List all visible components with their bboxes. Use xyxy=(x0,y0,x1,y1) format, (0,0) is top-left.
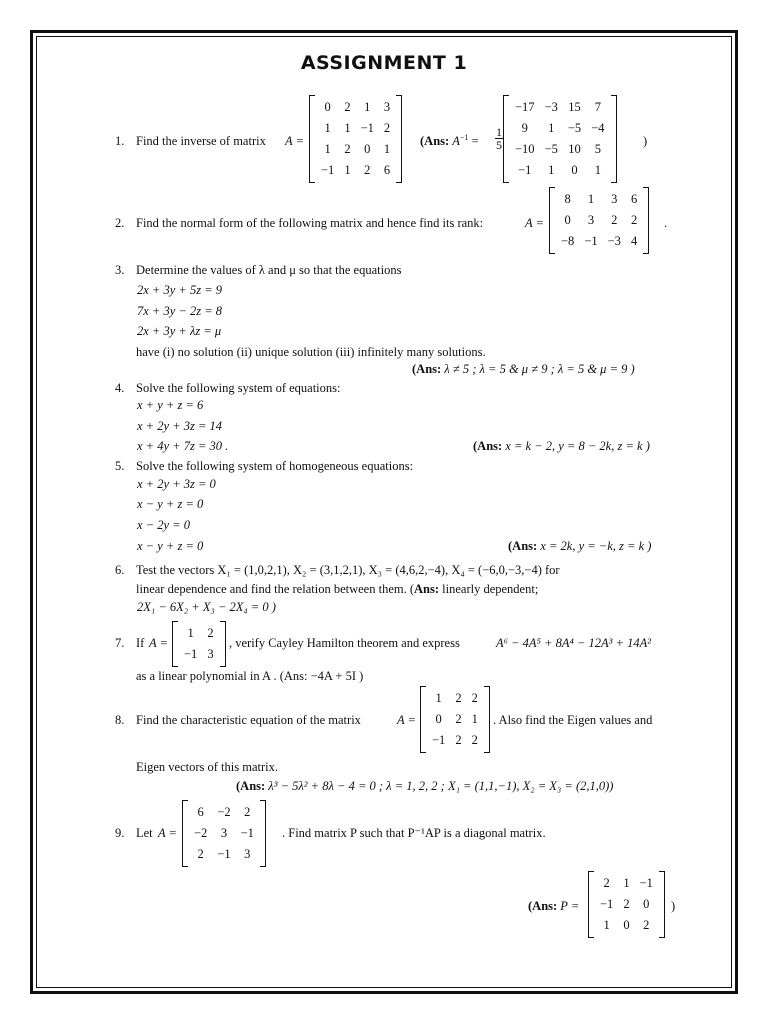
matrix-row xyxy=(189,844,259,865)
matrix-cell: 1 xyxy=(187,626,194,640)
matrix-cell: 1 xyxy=(603,918,610,932)
matrix-row xyxy=(316,139,395,160)
q3-eq2: 7x + 3y − 2z = 8 xyxy=(137,304,223,318)
q3-line2: have (i) no solution (ii) unique solution (iii) infinitely many solutions. xyxy=(136,345,486,359)
q7-lhs: A = xyxy=(149,636,168,650)
matrix-cell: 3 xyxy=(220,826,228,840)
matrix-cell: 10 xyxy=(568,142,581,156)
q1-answer-matrix xyxy=(503,95,617,183)
matrix-cell: 2 xyxy=(207,626,214,640)
matrix-cell: 1 xyxy=(471,712,478,726)
matrix-cell: −1 xyxy=(360,121,374,135)
q6-line1: Test the vectors X₁ = (1,0,2,1), X₂ = (3,1,2,1), X₃ = (4,6,2,−4), X₄ = (−6,0,−3,−4) for xyxy=(136,563,560,577)
q6-line2-a: linear dependence and find the relation between them. ( xyxy=(136,582,415,596)
matrix-cell: 2 xyxy=(364,163,371,177)
q5-eq1: x + 2y + 3z = 0 xyxy=(137,477,216,491)
q5-ans-label: (Ans: xyxy=(508,539,538,553)
q1-frac-num: 1 xyxy=(496,125,502,139)
q5-answer xyxy=(508,539,651,554)
matrix-row xyxy=(179,644,219,665)
q8-text: Find the characteristic equation of the matrix xyxy=(136,713,361,727)
q2-lhs: A = xyxy=(525,216,544,230)
q6-ans-label: Ans: xyxy=(414,582,440,596)
q5-eq3: x − 2y = 0 xyxy=(137,518,190,532)
q8-ans-text: λ³ − 5λ² + 8λ − 4 = 0 ; λ = 1, 2, 2 ; X₁ = (1,1,−1), X₂ = X₃ = (2,1,0)) xyxy=(268,779,614,793)
matrix-cell: 0 xyxy=(623,918,630,932)
q9-number: 9. xyxy=(115,826,125,840)
matrix-cell: −4 xyxy=(591,121,605,135)
matrix-cell: 1 xyxy=(548,163,555,177)
matrix-cell: −1 xyxy=(217,847,231,861)
matrix-row xyxy=(595,894,658,915)
q7-text-b: , verify Cayley Hamilton theorem and express xyxy=(229,636,460,650)
matrix-cell: 1 xyxy=(383,142,391,156)
q9-ans-lhs: P = xyxy=(560,899,580,913)
matrix-cell: 15 xyxy=(568,100,581,114)
q1-number: 1. xyxy=(115,134,125,148)
matrix-cell: 0 xyxy=(364,142,371,156)
q8-matrix xyxy=(420,686,490,753)
matrix-cell: 1 xyxy=(435,691,442,705)
q9-text-b: . Find matrix P such that P⁻¹AP is a diagonal matrix. xyxy=(282,826,546,840)
matrix-cell: 2 xyxy=(643,918,650,932)
q1-matrix xyxy=(309,95,402,183)
matrix-row xyxy=(427,709,483,730)
q6-line3: 2X₁ − 6X₂ + X₃ − 2X₄ = 0 ) xyxy=(137,600,276,614)
matrix-row xyxy=(510,97,610,118)
matrix-cell: −3 xyxy=(607,234,621,248)
q9-answer-matrix xyxy=(588,871,665,938)
q8-number: 8. xyxy=(115,713,125,727)
matrix-cell: 1 xyxy=(587,192,595,206)
matrix-cell: 3 xyxy=(207,647,214,661)
q2-matrix xyxy=(549,187,649,254)
q4-eq3: x + 4y + 7z = 30 . xyxy=(137,439,229,453)
q1-text: Find the inverse of matrix xyxy=(136,134,266,148)
q6-number: 6. xyxy=(115,563,125,577)
matrix-cell: 0 xyxy=(324,100,331,114)
q1-ans-lhs: A xyxy=(452,134,460,148)
matrix-cell: 2 xyxy=(471,733,478,747)
matrix-row xyxy=(510,118,610,139)
q1-answer xyxy=(420,134,479,149)
q3-ans-label: (Ans: xyxy=(412,362,442,376)
matrix-cell: −1 xyxy=(518,163,532,177)
matrix-cell: −1 xyxy=(432,733,446,747)
matrix-cell: 1 xyxy=(364,100,371,114)
matrix-cell: −2 xyxy=(217,805,231,819)
q2-end: . xyxy=(664,216,668,230)
matrix-cell: 2 xyxy=(471,691,478,705)
matrix-cell: 9 xyxy=(521,121,528,135)
matrix-row xyxy=(316,160,395,181)
matrix-cell: 1 xyxy=(324,121,331,135)
q8-lhs: A = xyxy=(397,713,416,727)
q4-number: 4. xyxy=(115,381,125,395)
matrix-cell: 7 xyxy=(594,100,601,114)
matrix-row xyxy=(316,118,395,139)
matrix-cell: −5 xyxy=(544,142,558,156)
matrix-cell: 8 xyxy=(564,192,571,206)
matrix-cell: −1 xyxy=(321,163,335,177)
q4-ans-label: (Ans: xyxy=(473,439,503,453)
matrix-row xyxy=(427,688,483,709)
matrix-cell: 2 xyxy=(344,100,351,114)
matrix-cell: −3 xyxy=(544,100,558,114)
q9-text-a: Let xyxy=(136,826,153,840)
matrix-cell: 2 xyxy=(603,876,610,890)
matrix-row xyxy=(510,160,610,181)
page-title: ASSIGNMENT 1 xyxy=(300,52,468,74)
q6-line2 xyxy=(136,582,538,597)
q2-number: 2. xyxy=(115,216,125,230)
matrix-cell: −10 xyxy=(515,142,535,156)
matrix-cell: 6 xyxy=(383,163,391,177)
matrix-cell: 0 xyxy=(435,712,442,726)
q4-ans-text: x = k − 2, y = 8 − 2k, z = k ) xyxy=(505,439,650,453)
q9-close: ) xyxy=(671,899,676,913)
q4-eq2: x + 2y + 3z = 14 xyxy=(137,419,223,433)
matrix-cell: −5 xyxy=(567,121,582,135)
q1-close: ) xyxy=(643,134,648,148)
q1-ans-label: (Ans: xyxy=(420,134,450,148)
matrix-cell: 2 xyxy=(455,691,462,705)
q6-line2-c: linearly dependent; xyxy=(439,582,539,596)
q4-answer xyxy=(473,439,650,454)
matrix-cell: −8 xyxy=(561,234,575,248)
q3-eq3: 2x + 3y + λz = μ xyxy=(137,324,222,338)
matrix-cell: −1 xyxy=(584,234,598,248)
matrix-cell: 3 xyxy=(611,192,618,206)
q1-ans-eq: = xyxy=(471,134,479,148)
q7-number: 7. xyxy=(115,636,125,650)
q9-lhs: A = xyxy=(158,826,177,840)
q8-text-b: . Also find the Eigen values and xyxy=(493,713,653,727)
matrix-cell: 3 xyxy=(383,100,391,114)
matrix-row xyxy=(556,210,642,231)
matrix-cell: 1 xyxy=(324,142,331,156)
matrix-cell: 6 xyxy=(197,805,204,819)
q3-answer xyxy=(412,362,635,377)
q1-lhs: A = xyxy=(285,134,304,148)
matrix-row xyxy=(179,623,219,644)
matrix-row xyxy=(189,802,259,823)
q4-eq1: x + y + z = 6 xyxy=(137,398,204,412)
q1-fraction xyxy=(495,126,503,151)
q5-eq4: x − y + z = 0 xyxy=(137,539,204,553)
matrix-cell: 2 xyxy=(455,733,462,747)
matrix-cell: −1 xyxy=(240,826,254,840)
matrix-cell: −17 xyxy=(515,100,535,114)
matrix-cell: 1 xyxy=(344,163,351,177)
q9-answer xyxy=(528,899,579,914)
matrix-cell: 2 xyxy=(455,712,462,726)
matrix-cell: −1 xyxy=(184,647,198,661)
matrix-cell: 3 xyxy=(587,213,595,227)
q3-number: 3. xyxy=(115,263,125,277)
matrix-cell: 2 xyxy=(197,847,204,861)
q3-ans-text: λ ≠ 5 ; λ = 5 & μ ≠ 9 ; λ = 5 & μ = 9 ) xyxy=(444,362,635,376)
q2-text: Find the normal form of the following matrix and hence find its rank: xyxy=(136,216,484,230)
matrix-cell: −1 xyxy=(600,897,614,911)
matrix-cell: −1 xyxy=(639,876,653,890)
q7-expression: A⁶ − 4A⁵ + 8A⁴ − 12A³ + 14A² xyxy=(496,636,651,650)
q5-eq2: x − y + z = 0 xyxy=(137,497,204,511)
matrix-cell: 2 xyxy=(383,121,391,135)
q9-matrix xyxy=(182,800,266,867)
matrix-cell: 1 xyxy=(594,163,601,177)
q4-text: Solve the following system of equations: xyxy=(136,381,341,395)
matrix-cell: 2 xyxy=(623,897,630,911)
matrix-cell: 1 xyxy=(344,121,351,135)
matrix-row xyxy=(556,231,642,252)
q5-ans-text: x = 2k, y = −k, z = k ) xyxy=(540,539,652,553)
q1-frac-den: 5 xyxy=(496,138,502,152)
matrix-row xyxy=(595,915,658,936)
q8-line2: Eigen vectors of this matrix. xyxy=(136,760,278,774)
matrix-row xyxy=(556,189,642,210)
q5-text: Solve the following system of homogeneous equations: xyxy=(136,459,414,473)
q7-matrix xyxy=(172,621,226,667)
matrix-cell: 5 xyxy=(594,142,601,156)
q1-ans-sup: −1 xyxy=(459,132,469,142)
matrix-cell: 0 xyxy=(564,213,571,227)
matrix-cell: 1 xyxy=(548,121,555,135)
matrix-cell: 1 xyxy=(623,876,630,890)
matrix-cell: 2 xyxy=(344,142,351,156)
q7-line2: as a linear polynomial in A . (Ans: −4A + 5I ) xyxy=(136,669,364,683)
matrix-row xyxy=(316,97,395,118)
matrix-cell: 2 xyxy=(630,213,638,227)
matrix-cell: 6 xyxy=(630,192,638,206)
matrix-row xyxy=(427,730,483,751)
matrix-row xyxy=(510,139,610,160)
matrix-row xyxy=(189,823,259,844)
q9-ans-label: (Ans: xyxy=(528,899,558,913)
q5-number: 5. xyxy=(115,459,125,473)
q7-text-a: If xyxy=(136,636,145,650)
matrix-row xyxy=(595,873,658,894)
q8-answer xyxy=(236,779,613,794)
matrix-cell: 0 xyxy=(643,897,650,911)
matrix-cell: 2 xyxy=(244,805,251,819)
matrix-cell: 3 xyxy=(244,847,251,861)
matrix-cell: 4 xyxy=(630,234,638,248)
matrix-cell: 2 xyxy=(611,213,618,227)
q8-ans-label: (Ans: xyxy=(236,779,266,793)
q3-text: Determine the values of λ and μ so that the equations xyxy=(136,263,402,277)
matrix-cell: −2 xyxy=(194,826,208,840)
q3-eq1: 2x + 3y + 5z = 9 xyxy=(137,283,223,297)
matrix-cell: 0 xyxy=(571,163,578,177)
